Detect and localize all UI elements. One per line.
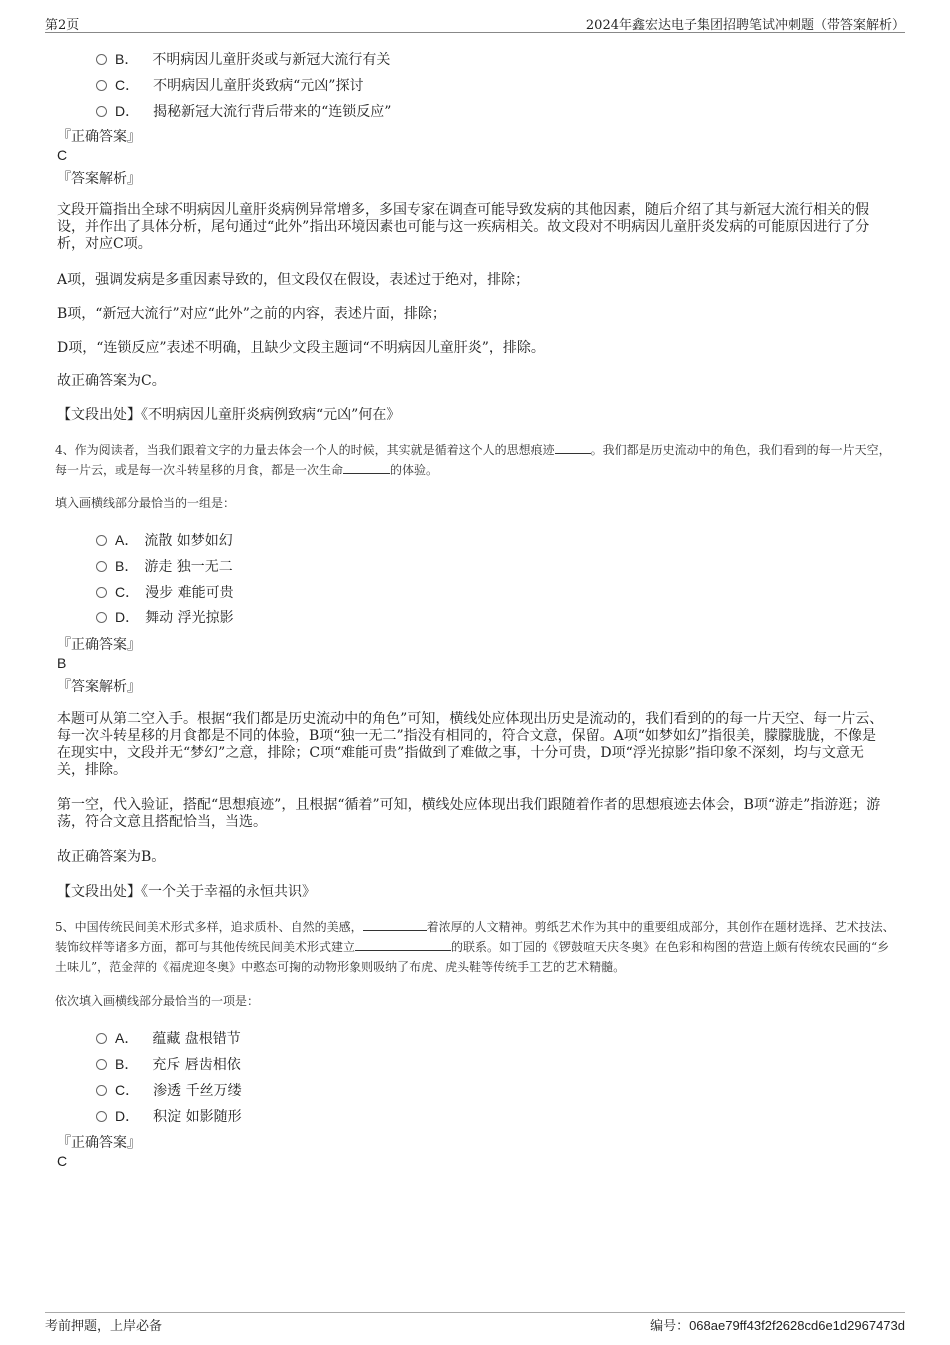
q5-option-b[interactable]: B． 充斥 唇齿相依: [96, 1054, 241, 1074]
q3-answer: C: [57, 147, 68, 163]
radio-icon[interactable]: [96, 1085, 107, 1096]
q4-option-d[interactable]: D． 舞动 浮光掠影: [96, 607, 234, 627]
q4-analysis-p1: 本题可从第二空入手。根据“我们都是历史流动中的角色”可知，横线处应体现出历史是流动的，我们看到的的每一片天空、每一片云、每一次斗转星移的月食都是不同的体验，B项“独一无二”指没有相同的，符合文意，保留。A项“如梦如幻”指很美，朦朦胧胧，不像是在现实中，文段并无“梦幻”之意，排除；C项“难能可贵”指做到了难做之事，十分可贵，D项“浮光掠影”指印象不深刻，均与文意无关，排除。: [57, 711, 884, 778]
radio-icon[interactable]: [96, 54, 107, 65]
q3-analysis-label: 『答案解析』: [57, 171, 141, 187]
radio-icon[interactable]: [96, 80, 107, 91]
blank-1: [363, 918, 427, 931]
q4-option-c[interactable]: C． 漫步 难能可贵: [96, 582, 234, 602]
radio-icon[interactable]: [96, 587, 107, 598]
q3-source: 【文段出处】《不明病因儿童肝炎病例致病“元凶”何在》: [57, 407, 401, 423]
q4-answer-label: 『正确答案』: [57, 637, 141, 653]
q4-analysis-label: 『答案解析』: [57, 679, 141, 695]
radio-icon[interactable]: [96, 561, 107, 572]
q3-analysis-p1: 文段开篇指出全球不明病因儿童肝炎病例异常增多，多国专家在调查可能导致发病的其他因素，随后介绍了其与新冠大流行相关的假设，并作出了具体分析，尾句通过“此外”指出环境因素也可能与这一疾病相关。故文段对不明病因儿童肝炎发病的可能原因进行了分析，对应C项。: [57, 202, 870, 252]
page-footer: [45, 1312, 905, 1335]
q3-answer-label: 『正确答案』: [57, 129, 141, 145]
q3-option-d[interactable]: D． 揭秘新冠大流行背后带来的“连锁反应”: [96, 101, 391, 121]
q4-stem: 4、作为阅读者，当我们跟着文字的力量去体会一个人的时候，其实就是循着这个人的思想痕迹 。我们都是历史流动中的角色，我们看到的每一片天空，每一片云，或是每一次斗转星移的月食，都是一次生命 的体验。: [55, 443, 891, 477]
q5-answer: C: [57, 1153, 68, 1169]
q3-analysis-p3: B项，“新冠大流行”对应“此外”之前的内容，表述片面，排除；: [57, 306, 446, 322]
page-header: [45, 14, 905, 33]
radio-icon[interactable]: [96, 1111, 107, 1122]
q4-analysis-p2: 第一空，代入验证，搭配“思想痕迹”，且根据“循着”可知，横线处应体现出我们跟随着作者的思想痕迹去体会，B项“游走”指游逛；游荡，符合文意且搭配恰当，当选。: [57, 797, 881, 830]
q3-option-b[interactable]: B． 不明病因儿童肝炎或与新冠大流行有关: [96, 49, 390, 69]
blank-1: [555, 441, 591, 454]
q5-option-c[interactable]: C． 渗透 千丝万缕: [96, 1080, 242, 1100]
q3-analysis-p4: D项，“连锁反应”表述不明确，且缺少文段主题词“不明病因儿童肝炎”，排除。: [57, 340, 545, 356]
q4-analysis-p3: 故正确答案为B。: [57, 849, 166, 865]
q4-option-b[interactable]: B． 游走 独一无二: [96, 556, 233, 576]
q4-prompt: 填入画横线部分最恰当的一组是：: [55, 496, 236, 510]
blank-2: [343, 461, 390, 474]
radio-icon[interactable]: [96, 106, 107, 117]
radio-icon[interactable]: [96, 1033, 107, 1044]
q5-option-d[interactable]: D． 积淀 如影随形: [96, 1106, 242, 1126]
q3-option-c[interactable]: C． 不明病因儿童肝炎致病“元凶”探讨: [96, 75, 363, 95]
q4-answer: B: [57, 655, 67, 671]
q5-option-a[interactable]: A． 蕴藏 盘根错节: [96, 1028, 241, 1048]
radio-icon[interactable]: [96, 612, 107, 623]
q4-source: 【文段出处】《一个关于幸福的永恒共识》: [57, 884, 316, 900]
radio-icon[interactable]: [96, 1059, 107, 1070]
blank-2: [355, 938, 451, 951]
radio-icon[interactable]: [96, 535, 107, 546]
q3-analysis-p2: A项，强调发病是多重因素导致的，但文段仅在假设，表述过于绝对，排除；: [57, 272, 530, 288]
document-id: 编号：068ae79ff43f2f2628cd6e1d2967473d: [650, 1318, 905, 1333]
q5-stem: 5、中国传统民间美术形式多样，追求质朴、自然的美感， 着浓厚的人文精神。剪纸艺术作为其中的重要组成部分，其创作在题材选择、艺术技法、装饰纹样等诸多方面，都可与其他传统民间美术形式建立 的联系。如丁园的《锣鼓喧天庆冬奥》在色彩和构图的营造上颇有传统农民画的“乡土味儿”，范金萍的《福虎迎冬奥》中憨态可掬的动物形象则吸纳了布虎、虎头鞋等传统手工艺的艺术精髓。: [55, 920, 895, 974]
q5-prompt: 依次填入画横线部分最恰当的一项是：: [55, 994, 260, 1008]
q3-analysis-p5: 故正确答案为C。: [57, 373, 166, 389]
document-title: 2024年鑫宏达电子集团招聘笔试冲刺题（带答案解析）: [585, 18, 905, 33]
page-number: 第2页: [45, 18, 80, 33]
q4-option-a[interactable]: A． 流散 如梦如幻: [96, 530, 233, 550]
footer-slogan: 考前押题，上岸必备: [45, 1319, 163, 1334]
q5-answer-label: 『正确答案』: [57, 1135, 141, 1151]
